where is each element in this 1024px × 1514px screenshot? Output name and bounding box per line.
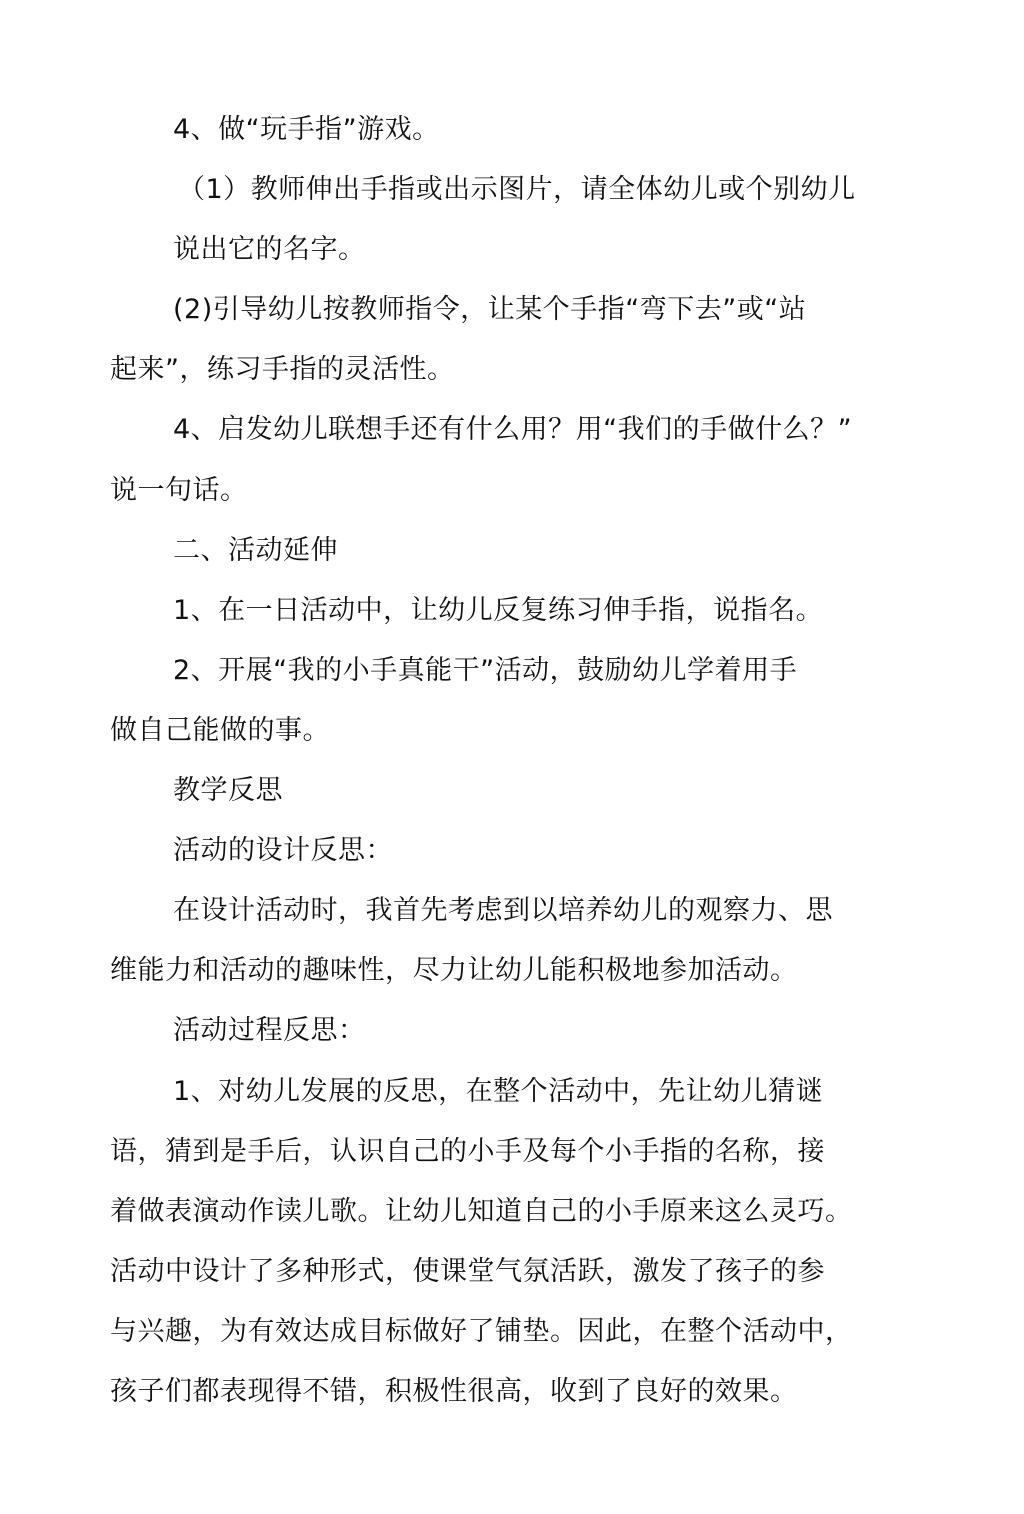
text-line-18: 语，猜到是手后，认识自己的小手及每个小手指的名称，接 [110,1136,825,1167]
section-heading-reflection: 教学反思 [173,775,283,806]
text-line-22: 孩子们都表现得不错，积极性很高，收到了良好的效果。 [110,1376,798,1407]
text-line-11: 做自己能做的事。 [110,715,330,746]
text-line-17: 1、对幼儿发展的反思，在整个活动中，先让幼儿猜谜 [173,1076,824,1107]
text-line-3: 说出它的名字。 [173,234,366,265]
text-line-5: 起来”，练习手指的灵活性。 [110,354,455,385]
text-line-14: 在设计活动时，我首先考虑到以培养幼儿的观察力、思 [173,895,833,926]
text-line-15: 维能力和活动的趣味性，尽力让幼儿能积极地参加活动。 [110,955,798,986]
section-heading-extension: 二、活动延伸 [173,535,338,566]
text-line-4: (2)引导幼儿按教师指令，让某个手指“弯下去”或“站 [173,294,807,325]
text-line-2: （1）教师伸出手指或出示图片，请全体幼儿或个别幼儿 [178,174,856,205]
text-line-10: 2、开展“我的小手真能干”活动，鼓励幼儿学着用手 [173,655,798,686]
text-line-7: 说一句话。 [110,475,248,506]
text-line-20: 活动中设计了多种形式，使课堂气氛活跃，激发了孩子的参 [110,1256,825,1287]
subheading-design-reflection: 活动的设计反思： [173,835,393,866]
text-line-6: 4、启发幼儿联想手还有什么用？用“我们的手做什么？” [173,414,853,445]
text-line-9: 1、在一日活动中，让幼儿反复练习伸手指，说指名。 [173,595,824,626]
text-line-19: 着做表演动作读儿歌。让幼儿知道自己的小手原来这么灵巧。 [110,1196,853,1227]
subheading-process-reflection: 活动过程反思： [173,1015,366,1046]
text-line-1: 4、做“玩手指”游戏。 [173,114,440,145]
text-line-21: 与兴趣，为有效达成目标做好了铺垫。因此，在整个活动中， [110,1316,853,1347]
